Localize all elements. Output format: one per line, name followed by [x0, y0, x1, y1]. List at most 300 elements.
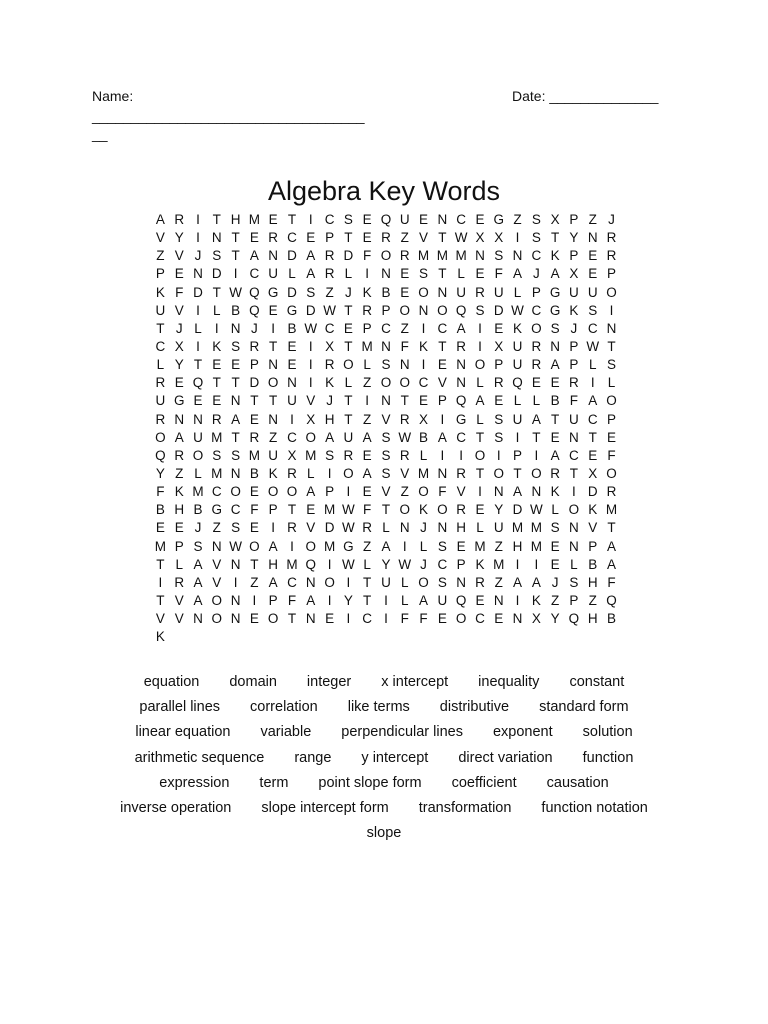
grid-letter[interactable]: K [513, 320, 523, 336]
grid-letter[interactable]: E [531, 375, 541, 391]
grid-letter[interactable]: Z [494, 538, 503, 554]
grid-letter[interactable]: E [231, 357, 241, 373]
grid-letter[interactable]: R [456, 502, 467, 518]
grid-letter[interactable]: W [229, 284, 242, 300]
grid-letter[interactable]: O [305, 538, 317, 554]
grid-letter[interactable]: R [155, 375, 166, 391]
grid-letter[interactable]: C [287, 230, 297, 246]
grid-letter[interactable]: M [286, 556, 298, 572]
grid-letter[interactable]: Z [588, 592, 597, 608]
grid-letter[interactable]: R [174, 447, 185, 463]
grid-letter[interactable]: F [607, 574, 616, 590]
grid-letter[interactable]: N [512, 248, 523, 264]
grid-letter[interactable]: S [212, 248, 222, 264]
grid-letter[interactable]: R [606, 484, 617, 500]
grid-letter[interactable]: V [212, 556, 222, 572]
grid-letter[interactable]: I [327, 556, 332, 572]
grid-letter[interactable]: U [456, 284, 467, 300]
grid-letter[interactable]: E [400, 266, 410, 282]
grid-letter[interactable]: P [607, 266, 617, 282]
grid-letter[interactable]: Y [494, 502, 504, 518]
grid-letter[interactable]: Z [513, 212, 522, 227]
grid-letter[interactable]: P [494, 357, 504, 373]
grid-letter[interactable]: V [174, 302, 184, 318]
grid-letter[interactable]: N [305, 611, 316, 627]
grid-letter[interactable]: Q [305, 556, 317, 572]
grid-letter[interactable]: E [588, 248, 598, 264]
grid-letter[interactable]: P [569, 212, 579, 227]
grid-letter[interactable]: P [155, 266, 165, 282]
grid-letter[interactable]: S [381, 357, 391, 373]
grid-letter[interactable]: I [196, 338, 200, 354]
grid-letter[interactable]: U [193, 429, 203, 445]
grid-letter[interactable]: A [550, 266, 560, 282]
grid-letter[interactable]: E [325, 611, 335, 627]
grid-letter[interactable]: A [231, 411, 241, 427]
grid-letter[interactable]: T [212, 284, 221, 300]
grid-letter[interactable]: M [436, 248, 448, 264]
grid-letter[interactable]: E [475, 592, 485, 608]
grid-letter[interactable]: Z [400, 320, 409, 336]
grid-letter[interactable]: E [475, 266, 485, 282]
grid-letter[interactable]: I [478, 320, 482, 336]
grid-letter[interactable]: N [493, 592, 504, 608]
grid-letter[interactable]: S [494, 248, 504, 264]
grid-letter[interactable]: A [268, 574, 278, 590]
grid-letter[interactable]: N [437, 465, 448, 481]
grid-letter[interactable]: S [193, 538, 203, 554]
grid-letter[interactable]: T [475, 465, 485, 481]
grid-letter[interactable]: E [362, 230, 372, 246]
grid-letter[interactable]: U [493, 284, 504, 300]
grid-letter[interactable]: R [399, 248, 410, 264]
grid-letter[interactable]: T [344, 393, 353, 409]
grid-letter[interactable]: A [249, 248, 259, 264]
grid-letter[interactable]: E [550, 556, 560, 572]
grid-letter[interactable]: D [249, 375, 260, 391]
grid-letter[interactable]: S [306, 284, 316, 300]
grid-letter[interactable]: I [327, 592, 332, 608]
grid-letter[interactable]: T [250, 556, 259, 572]
grid-letter[interactable]: E [306, 502, 316, 518]
grid-letter[interactable]: S [381, 465, 391, 481]
grid-letter[interactable]: E [174, 520, 184, 536]
grid-letter[interactable]: I [496, 447, 501, 463]
grid-letter[interactable]: E [249, 520, 259, 536]
grid-letter[interactable]: M [361, 338, 373, 354]
grid-letter[interactable]: A [456, 320, 466, 336]
grid-letter[interactable]: S [381, 429, 391, 445]
grid-letter[interactable]: C [587, 320, 598, 336]
grid-letter[interactable]: T [287, 502, 297, 518]
grid-letter[interactable]: T [607, 520, 616, 536]
grid-letter[interactable]: H [174, 502, 185, 518]
grid-letter[interactable]: R [174, 212, 185, 227]
grid-letter[interactable]: A [325, 429, 335, 445]
grid-letter[interactable]: K [475, 556, 485, 572]
grid-letter[interactable]: X [494, 230, 504, 246]
grid-letter[interactable]: I [233, 266, 238, 282]
grid-letter[interactable]: B [287, 320, 297, 336]
grid-letter[interactable]: A [306, 248, 316, 264]
grid-letter[interactable]: L [419, 447, 428, 463]
grid-letter[interactable]: T [193, 357, 203, 373]
grid-letter[interactable]: M [530, 520, 542, 536]
grid-letter[interactable]: I [365, 266, 370, 282]
grid-letter[interactable]: S [437, 574, 447, 590]
grid-letter[interactable]: U [155, 393, 166, 409]
grid-letter[interactable]: M [455, 248, 467, 264]
grid-letter[interactable]: F [175, 284, 184, 300]
grid-letter[interactable]: B [155, 502, 165, 518]
grid-letter[interactable]: Z [363, 411, 372, 427]
grid-letter[interactable]: K [550, 484, 560, 500]
grid-letter[interactable]: E [362, 484, 372, 500]
grid-letter[interactable]: R [268, 230, 279, 246]
grid-letter[interactable]: T [156, 592, 165, 608]
grid-letter[interactable]: M [605, 502, 618, 518]
grid-letter[interactable]: I [346, 611, 351, 627]
grid-letter[interactable]: I [534, 447, 539, 463]
grid-letter[interactable]: O [531, 320, 542, 336]
grid-letter[interactable]: N [193, 411, 203, 427]
grid-letter[interactable]: N [381, 266, 391, 282]
grid-letter[interactable]: X [174, 338, 184, 354]
grid-letter[interactable]: P [249, 357, 259, 373]
grid-letter[interactable]: T [438, 338, 447, 354]
grid-letter[interactable]: T [400, 393, 409, 409]
grid-letter[interactable]: R [324, 248, 335, 264]
grid-letter[interactable]: O [606, 284, 617, 300]
grid-letter[interactable]: X [325, 338, 335, 354]
name-line[interactable]: ___________________________________ [92, 108, 365, 124]
grid-letter[interactable]: T [513, 465, 522, 481]
grid-letter[interactable]: O [474, 357, 486, 373]
grid-letter[interactable]: L [570, 556, 578, 572]
grid-letter[interactable]: A [306, 592, 316, 608]
grid-letter[interactable]: A [531, 411, 541, 427]
grid-letter[interactable]: L [194, 465, 202, 481]
grid-letter[interactable]: F [156, 484, 165, 500]
grid-letter[interactable]: X [550, 212, 560, 227]
grid-letter[interactable]: C [324, 212, 335, 227]
grid-letter[interactable]: O [324, 574, 335, 590]
grid-letter[interactable]: L [401, 592, 409, 608]
grid-letter[interactable]: M [192, 484, 204, 500]
grid-letter[interactable]: T [156, 320, 165, 336]
grid-letter[interactable]: N [230, 393, 241, 409]
grid-letter[interactable]: S [437, 538, 447, 554]
grid-letter[interactable]: T [551, 411, 560, 427]
grid-letter[interactable]: Q [455, 302, 467, 318]
grid-letter[interactable]: D [493, 302, 504, 318]
grid-letter[interactable]: L [175, 556, 183, 572]
grid-letter[interactable]: E [193, 393, 203, 409]
grid-letter[interactable]: I [308, 357, 313, 373]
grid-letter[interactable]: V [419, 230, 429, 246]
grid-letter[interactable]: X [531, 611, 541, 627]
grid-letter[interactable]: T [532, 429, 541, 445]
grid-letter[interactable]: G [267, 284, 279, 300]
grid-letter[interactable]: G [549, 284, 561, 300]
grid-letter[interactable]: J [326, 393, 333, 409]
grid-letter[interactable]: N [475, 248, 485, 264]
grid-letter[interactable]: W [341, 556, 355, 572]
grid-letter[interactable]: D [287, 248, 297, 264]
grid-letter[interactable]: N [211, 538, 222, 554]
grid-letter[interactable]: S [531, 230, 541, 246]
grid-letter[interactable]: I [252, 592, 257, 608]
grid-letter[interactable]: B [588, 556, 598, 572]
grid-letter[interactable]: E [437, 611, 447, 627]
grid-letter[interactable]: I [590, 375, 595, 391]
grid-letter[interactable]: Z [363, 375, 372, 391]
grid-letter[interactable]: A [381, 538, 391, 554]
grid-letter[interactable]: E [155, 520, 165, 536]
grid-letter[interactable]: T [250, 393, 259, 409]
grid-letter[interactable]: G [173, 393, 185, 409]
grid-letter[interactable]: Z [175, 465, 184, 481]
grid-letter[interactable]: T [551, 230, 560, 246]
grid-letter[interactable]: T [438, 266, 447, 282]
grid-letter[interactable]: G [549, 302, 561, 318]
grid-letter[interactable]: R [493, 375, 504, 391]
grid-letter[interactable]: L [156, 357, 165, 373]
grid-letter[interactable]: L [307, 465, 315, 481]
grid-letter[interactable]: F [363, 502, 372, 518]
grid-letter[interactable]: W [511, 302, 524, 318]
grid-letter[interactable]: I [308, 212, 313, 227]
grid-letter[interactable]: K [419, 502, 429, 518]
grid-letter[interactable]: J [175, 320, 183, 336]
grid-letter[interactable]: N [381, 393, 391, 409]
grid-letter[interactable]: O [399, 502, 411, 518]
grid-letter[interactable]: S [343, 212, 353, 227]
grid-letter[interactable]: Q [512, 375, 523, 391]
grid-letter[interactable]: A [588, 393, 598, 409]
grid-letter[interactable]: S [494, 411, 504, 427]
grid-letter[interactable]: I [440, 411, 445, 427]
grid-letter[interactable]: Z [156, 248, 165, 264]
grid-letter[interactable]: S [475, 302, 485, 318]
grid-letter[interactable]: N [512, 611, 523, 627]
grid-letter[interactable]: I [346, 574, 351, 590]
grid-letter[interactable]: T [569, 465, 579, 481]
grid-letter[interactable]: K [531, 592, 541, 608]
grid-letter[interactable]: O [343, 357, 354, 373]
grid-letter[interactable]: X [588, 465, 598, 481]
grid-letter[interactable]: A [174, 429, 184, 445]
grid-letter[interactable]: I [572, 484, 576, 500]
grid-letter[interactable]: K [362, 284, 372, 300]
grid-letter[interactable]: L [532, 393, 541, 409]
grid-letter[interactable]: H [268, 556, 279, 572]
grid-letter[interactable]: L [476, 520, 484, 536]
grid-letter[interactable]: U [587, 284, 598, 300]
grid-letter[interactable]: L [382, 520, 390, 536]
grid-letter[interactable]: Z [269, 429, 278, 445]
grid-letter[interactable]: T [588, 429, 597, 445]
grid-letter[interactable]: F [400, 611, 409, 627]
grid-letter[interactable]: E [475, 502, 485, 518]
grid-letter[interactable]: E [306, 230, 316, 246]
grid-letter[interactable]: R [249, 429, 260, 445]
grid-letter[interactable]: V [212, 574, 222, 590]
grid-letter[interactable]: Z [325, 284, 334, 300]
grid-letter[interactable]: N [493, 484, 504, 500]
grid-letter[interactable]: B [249, 465, 259, 481]
grid-letter[interactable]: R [569, 375, 579, 391]
grid-letter[interactable]: A [531, 574, 541, 590]
grid-letter[interactable]: G [455, 411, 467, 427]
grid-letter[interactable]: D [512, 502, 523, 518]
grid-letter[interactable]: E [550, 375, 560, 391]
grid-letter[interactable]: A [362, 465, 372, 481]
grid-letter[interactable]: Q [455, 393, 467, 409]
grid-letter[interactable]: A [362, 429, 372, 445]
grid-letter[interactable]: L [194, 320, 202, 336]
grid-letter[interactable]: E [419, 393, 429, 409]
grid-letter[interactable]: Y [174, 230, 184, 246]
grid-letter[interactable]: I [421, 357, 426, 373]
grid-letter[interactable]: N [193, 266, 203, 282]
grid-letter[interactable]: G [343, 538, 354, 554]
grid-letter[interactable]: O [418, 284, 429, 300]
grid-letter[interactable]: N [268, 248, 279, 264]
grid-letter[interactable]: Q [606, 592, 617, 608]
grid-letter[interactable]: Q [249, 302, 260, 318]
grid-letter[interactable]: M [248, 212, 260, 227]
grid-letter[interactable]: N [230, 592, 241, 608]
grid-letter[interactable]: I [478, 484, 482, 500]
grid-letter[interactable]: C [531, 302, 542, 318]
grid-letter[interactable]: C [287, 429, 297, 445]
grid-letter[interactable]: V [155, 611, 165, 627]
grid-letter[interactable]: F [363, 248, 372, 264]
grid-letter[interactable]: M [211, 429, 223, 445]
grid-letter[interactable]: O [267, 375, 279, 391]
grid-letter[interactable]: Q [380, 212, 392, 227]
grid-letter[interactable]: I [421, 320, 426, 336]
grid-letter[interactable]: G [286, 302, 298, 318]
grid-letter[interactable]: N [456, 574, 467, 590]
grid-letter[interactable]: T [212, 375, 221, 391]
grid-letter[interactable]: T [607, 338, 616, 354]
grid-letter[interactable]: H [587, 574, 598, 590]
grid-letter[interactable]: H [324, 411, 335, 427]
grid-letter[interactable]: I [459, 447, 464, 463]
grid-letter[interactable]: I [515, 592, 520, 608]
grid-letter[interactable]: O [343, 465, 354, 481]
grid-letter[interactable]: E [400, 284, 410, 300]
grid-letter[interactable]: P [174, 538, 184, 554]
grid-letter[interactable]: N [606, 320, 617, 336]
grid-letter[interactable]: V [456, 484, 466, 500]
grid-letter[interactable]: O [267, 611, 279, 627]
grid-letter[interactable]: X [306, 411, 316, 427]
grid-letter[interactable]: O [493, 465, 504, 481]
grid-letter[interactable]: K [569, 302, 579, 318]
grid-letter[interactable]: L [363, 357, 371, 373]
grid-letter[interactable]: L [344, 266, 353, 282]
grid-letter[interactable]: F [250, 502, 259, 518]
grid-letter[interactable]: Y [174, 357, 184, 373]
grid-letter[interactable]: I [158, 574, 163, 590]
grid-letter[interactable]: S [325, 447, 335, 463]
grid-letter[interactable]: Z [400, 230, 409, 246]
grid-letter[interactable]: R [456, 338, 467, 354]
grid-letter[interactable]: P [588, 538, 598, 554]
grid-letter[interactable]: I [346, 484, 351, 500]
grid-letter[interactable]: I [402, 538, 407, 554]
grid-letter[interactable]: D [287, 284, 297, 300]
grid-letter[interactable]: V [588, 520, 598, 536]
grid-letter[interactable]: L [588, 357, 597, 373]
grid-letter[interactable]: N [268, 357, 279, 373]
grid-letter[interactable]: O [380, 248, 392, 264]
grid-letter[interactable]: L [401, 574, 409, 590]
grid-letter[interactable]: C [249, 266, 260, 282]
grid-letter[interactable]: H [512, 538, 523, 554]
grid-letter[interactable]: Y [381, 556, 391, 572]
grid-letter[interactable]: J [194, 248, 202, 264]
grid-letter[interactable]: P [456, 556, 466, 572]
grid-letter[interactable]: G [493, 212, 504, 227]
grid-letter[interactable]: E [174, 375, 184, 391]
grid-letter[interactable]: R [287, 520, 297, 536]
grid-letter[interactable]: T [344, 230, 353, 246]
grid-letter[interactable]: U [512, 411, 523, 427]
grid-letter[interactable]: C [287, 574, 297, 590]
grid-letter[interactable]: R [362, 302, 373, 318]
grid-letter[interactable]: R [211, 411, 222, 427]
grid-letter[interactable]: S [231, 338, 241, 354]
grid-letter[interactable]: V [381, 411, 391, 427]
grid-letter[interactable]: A [155, 212, 165, 227]
grid-letter[interactable]: O [418, 574, 429, 590]
grid-letter[interactable]: A [306, 266, 316, 282]
grid-letter[interactable]: T [212, 212, 221, 227]
grid-letter[interactable]: V [437, 375, 447, 391]
grid-letter[interactable]: E [550, 429, 560, 445]
grid-letter[interactable]: X [475, 230, 485, 246]
grid-letter[interactable]: E [437, 357, 447, 373]
grid-letter[interactable]: U [343, 429, 354, 445]
grid-letter[interactable]: I [327, 465, 332, 481]
grid-letter[interactable]: O [455, 611, 467, 627]
grid-letter[interactable]: N [569, 538, 579, 554]
grid-letter[interactable]: E [268, 212, 278, 227]
grid-letter[interactable]: N [569, 429, 579, 445]
grid-letter[interactable]: R [399, 447, 410, 463]
grid-letter[interactable]: R [475, 284, 485, 300]
grid-letter[interactable]: E [287, 338, 297, 354]
grid-letter[interactable]: T [475, 429, 485, 445]
grid-letter[interactable]: Y [343, 592, 353, 608]
grid-letter[interactable]: F [494, 266, 503, 282]
grid-letter[interactable]: I [609, 302, 614, 318]
grid-letter[interactable]: W [454, 230, 468, 246]
grid-letter[interactable]: J [420, 520, 427, 536]
grid-letter[interactable]: Q [455, 592, 467, 608]
grid-letter[interactable]: C [381, 320, 391, 336]
grid-letter[interactable]: B [550, 393, 560, 409]
grid-letter[interactable]: J [551, 574, 559, 590]
grid-letter[interactable]: I [196, 230, 200, 246]
grid-letter[interactable]: U [268, 266, 279, 282]
grid-letter[interactable]: R [324, 266, 335, 282]
grid-letter[interactable]: O [249, 538, 260, 554]
